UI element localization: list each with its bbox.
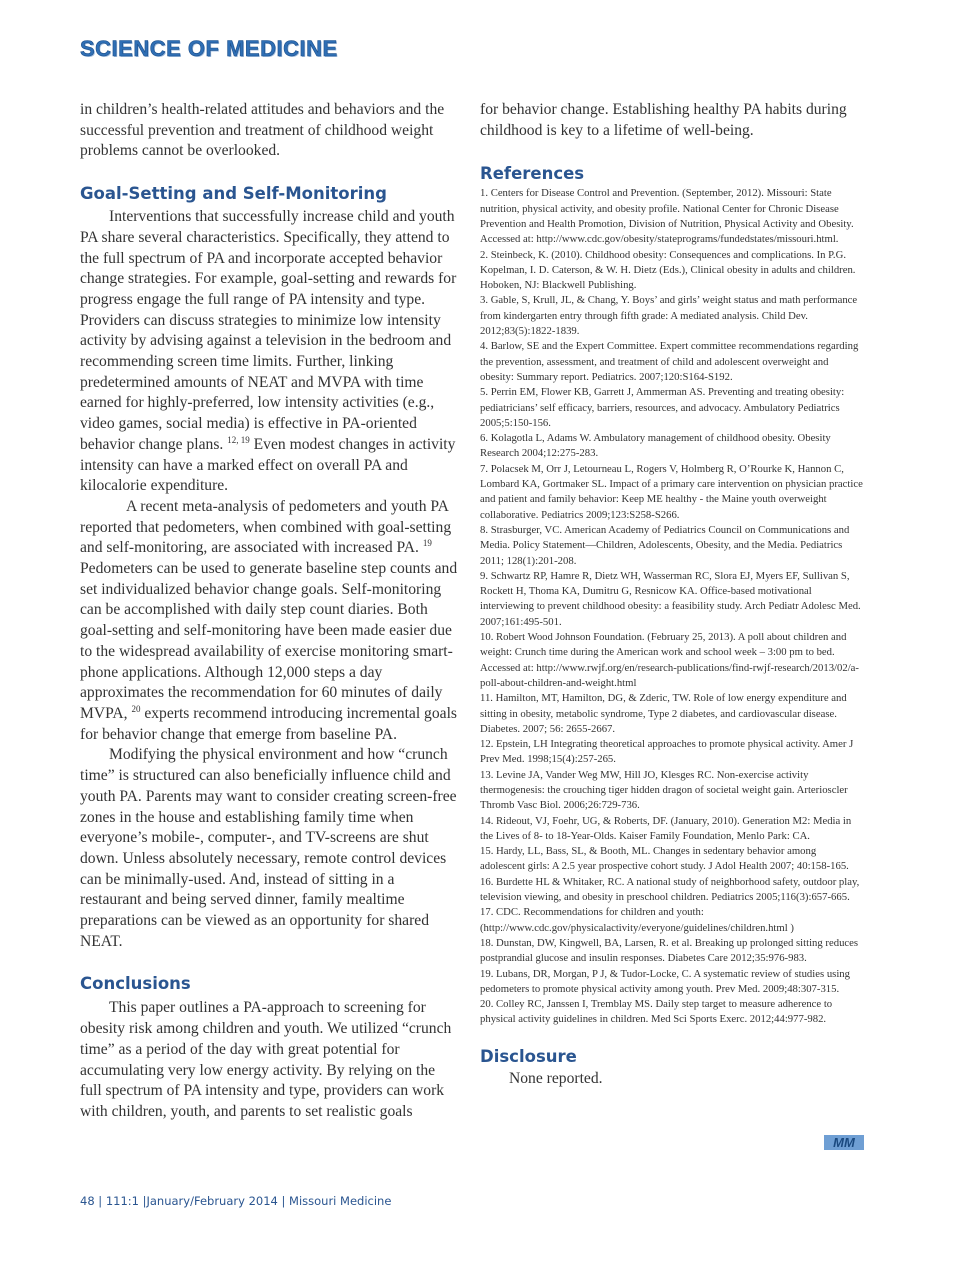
citation-12-19: 12, 19	[227, 434, 250, 445]
left-column	[80, 100, 458, 1123]
reference-item: 16. Burdette HL & Whitaker, RC. A national study of neighborhood safety, outdoor play, television viewing, and obesity in preschool children. Pediatrics 2005;116(3):657-665.	[480, 875, 860, 904]
page-footer: 48 | 111:1 |January/February 2014 | Missouri Medicine	[80, 1194, 392, 1208]
reference-item: 19. Lubans, DR, Morgan, P J, & Tudor-Locke, C. A systematic review of studies using pedometers to promote physical activity among youth. Prev Med. 2009;48:307-315.	[480, 967, 850, 995]
reference-item: 18. Dunstan, DW, Kingwell, BA, Larsen, R. et al. Breaking up prolonged sitting reduces postprandial glucose and insulin responses. Diabetes Care 2012;35:976-983.	[480, 936, 859, 965]
references-list	[480, 186, 863, 1027]
goal-setting-heading: Goal-Setting and Self-Monitoring	[80, 184, 387, 204]
reference-item: 9. Schwartz RP, Hamre R, Dietz WH, Wasserman RC, Slora EJ, Myers EF, Sullivan S, Rockett H, Thoma KA, Dumitru G, Resnicow KA. Office-based motivational interviewing to prevent childhood obesity: a feasibility study. Arch Pediatr Adolesc Med. 2007;161:495-501.	[480, 569, 861, 628]
reference-item: 12. Epstein, LH Integrating theoretical approaches to promote physical activity. Amer J Prev Med. 1998;15(4):257-265.	[480, 738, 854, 766]
right-column	[480, 100, 863, 1089]
reference-item: 10. Robert Wood Johnson Foundation. (February 25, 2013). A poll about children and weight: Crunch time during the American work and school week – 3:00 pm to bed. Accessed at: http://www.rwjf.org/en/research-publications/find-rwjf-research/2013/02/a-poll-about-children-and-weight.html	[480, 631, 859, 689]
disclosure-heading: Disclosure	[480, 1046, 577, 1066]
end-of-article-badge: MM	[824, 1135, 864, 1150]
reference-item: 4. Barlow, SE and the Expert Committee. Expert committee recommendations regarding the prevention, assessment, and treatment of child and adolescent overweight and obesity: Summary report. Pediatrics. 2007;120:S164-S192.	[480, 340, 859, 383]
reference-item: 7. Polacsek M, Orr J, Letourneau L, Rogers V, Holmberg R, O’Rourke K, Hannon C, Lombard KA, Gortmaker SL. Impact of a primary care intervention on physician practice and patient and family behavior: Keep ME healthy - the Maine youth overweight collaborative. Pediatrics 2009;123:S258-S266.	[480, 462, 863, 521]
reference-item: 3. Gable, S, Krull, JL, & Chang, Y. Boys’ and girls’ weight status and math performance from kindergarten entry through fifth grade: A mediated analysis. Child Dev. 2012;83(5):1822-1839.	[480, 294, 858, 338]
reference-item: 1. Centers for Disease Control and Prevention. (September, 2012). Missouri: State nutrition, physical activity, and obesity profile. National Center for Chronic Disease Prevention and Health Promotion, Division of Nutrition, Physical Activity and Obesity. Accessed at: http://www.cdc.gov/obesity/stateprograms/fundedstates/missouri.html.	[480, 187, 854, 246]
reference-item: 5. Perrin EM, Flower KB, Garrett J, Ammerman AS. Preventing and treating obesity: pediatricians’ self efficacy, barriers, resources, and advocacy. Ambulatory Pediatrics 2005;5:150-156.	[480, 386, 845, 429]
reference-item: 20. Colley RC, Janssen I, Tremblay MS. Daily step target to measure adherence to physical activity guidelines in children. Med Sci Sports Exerc. 2012;44:977-982.	[480, 998, 833, 1026]
references-heading: References	[480, 164, 585, 184]
journal-section-title: SCIENCE OF MEDICINE	[80, 36, 338, 61]
intro-paragraph: in children’s health-related attitudes and behaviors and the successful prevention and treatment of childhood weight problems cannot be overlooked.	[80, 101, 445, 160]
reference-item: 6. Kolagotla L, Adams W. Ambulatory management of childhood obesity. Obesity Research 2004;12:275-283.	[480, 432, 831, 460]
reference-item: 14. Rideout, VJ, Foehr, UG, & Roberts, DF. (January, 2010). Generation M2: Media in the Lives of 8- to 18-Year-Olds. Kaiser Family Foundation, Menlo Park: CA.	[480, 814, 852, 842]
continuation-paragraph: for behavior change. Establishing healthy PA habits during childhood is key to a lifetime of well-being.	[480, 101, 847, 139]
reference-item: 15. Hardy, LL, Bass, SL, & Booth, ML. Changes in sedentary behavior among adolescent girls: A 2.5 year prospective cohort study. J Adol Health 2007; 40:158-165.	[480, 845, 849, 873]
reference-item: 11. Hamilton, MT, Hamilton, DG, & Zderic, TW. Role of low energy expenditure and sitting in obesity, metabolic syndrome, Type 2 diabetes, and cardiovascular disease. Diabetes. 2007; 56: 2655-2667.	[480, 692, 847, 735]
reference-item: 8. Strasburger, VC. American Academy of Pediatrics Council on Communications and Media. Policy Statement—Children, Adolescents, Obesity, and the Media. Pediatrics 2011; 128(1):201-208.	[480, 523, 850, 567]
citation-20: 20	[131, 703, 141, 714]
goal-paragraph-1: Interventions that successfully increase child and youth PA share several characteristics. Specifically, they attend to the full spectrum of PA and incorporate accepted behavior change strategies. For example, goal-setting and rewards for progress engage the full range of PA intensity and type. Providers can discuss strategies to minimize low intensity activity by advising against a television in the bedroom and recommending screen time limits. Further, linking predetermined amounts of NEAT and MVPA with time earned for highly-preferred, low intensity activities (e.g., video games, social media) is effective in PA-oriented behavior change plans. $^{12, 19}$ Even modest changes in activity intensity can have a marked effect on overall PA and kilocalorie expenditure.	[80, 208, 457, 495]
reference-item: 13. Levine JA, Vander Weg MW, Hill JO, Klesges RC. Non-exercise activity thermogenesis: the crouching tiger hidden dragon of societal weight gain. Arterioscler Thromb Vasc Biol. 2006;26:729-736.	[480, 768, 848, 812]
goal-paragraph-3: Modifying the physical environment and how “crunch time” is structured can also beneficially influence child and youth PA. Parents may want to consider creating screen-free zones in the house and establishing family time when everyone’s mobile-, computer-, and TV-screens are shut down. Unless absolutely necessary, remote control devices can be minimally-used. And, instead of sitting in a restaurant and being served dinner, family mealtime preparations can be viewed as an opportunity for shared NEAT.	[80, 746, 457, 950]
reference-item: 2. Steinbeck, K. (2010). Childhood obesity: Consequences and complications. In P.G. Kopelman, I. D. Caterson, & W. H. Dietz (Eds.), Clinical obesity in adults and children. Hoboken, NJ: Blackwell Publishing.	[480, 248, 856, 292]
conclusions-paragraph: This paper outlines a PA-approach to screening for obesity risk among children and youth. We utilized “crunch time” as a period of the day with great potential for accumulating very low energy activity. By relying on the full spectrum of PA intensity and type, providers can work with children, youth, and parents to set realistic goals	[80, 999, 452, 1120]
conclusions-heading: Conclusions	[80, 974, 191, 994]
disclosure-text: None reported.	[509, 1069, 603, 1087]
reference-item: 17. CDC. Recommendations for children and youth: (http://www.cdc.gov/physicalactivity/everyone/guidelines/children.html )	[480, 906, 794, 934]
citation-19: 19	[422, 538, 432, 549]
goal-paragraph-2: A recent meta-analysis of pedometers and youth PA reported that pedometers, when combined with goal-setting and self-monitoring, are associated with increased PA. $^{19}$ Pedometers can be used to generate baseline step counts and set individualized behavior change goals. Self-monitoring can be accomplished with daily step count diaries. Both goal-setting and self-monitoring have been made easier due to the widespread availability of exercise monitoring smart-phone applications. Although 12,000 steps a day approximates the recommendation for 60 minutes of daily MVPA, $^{20}$ experts recommend introducing incremental goals for behavior change that emerge from baseline PA.	[80, 497, 458, 743]
